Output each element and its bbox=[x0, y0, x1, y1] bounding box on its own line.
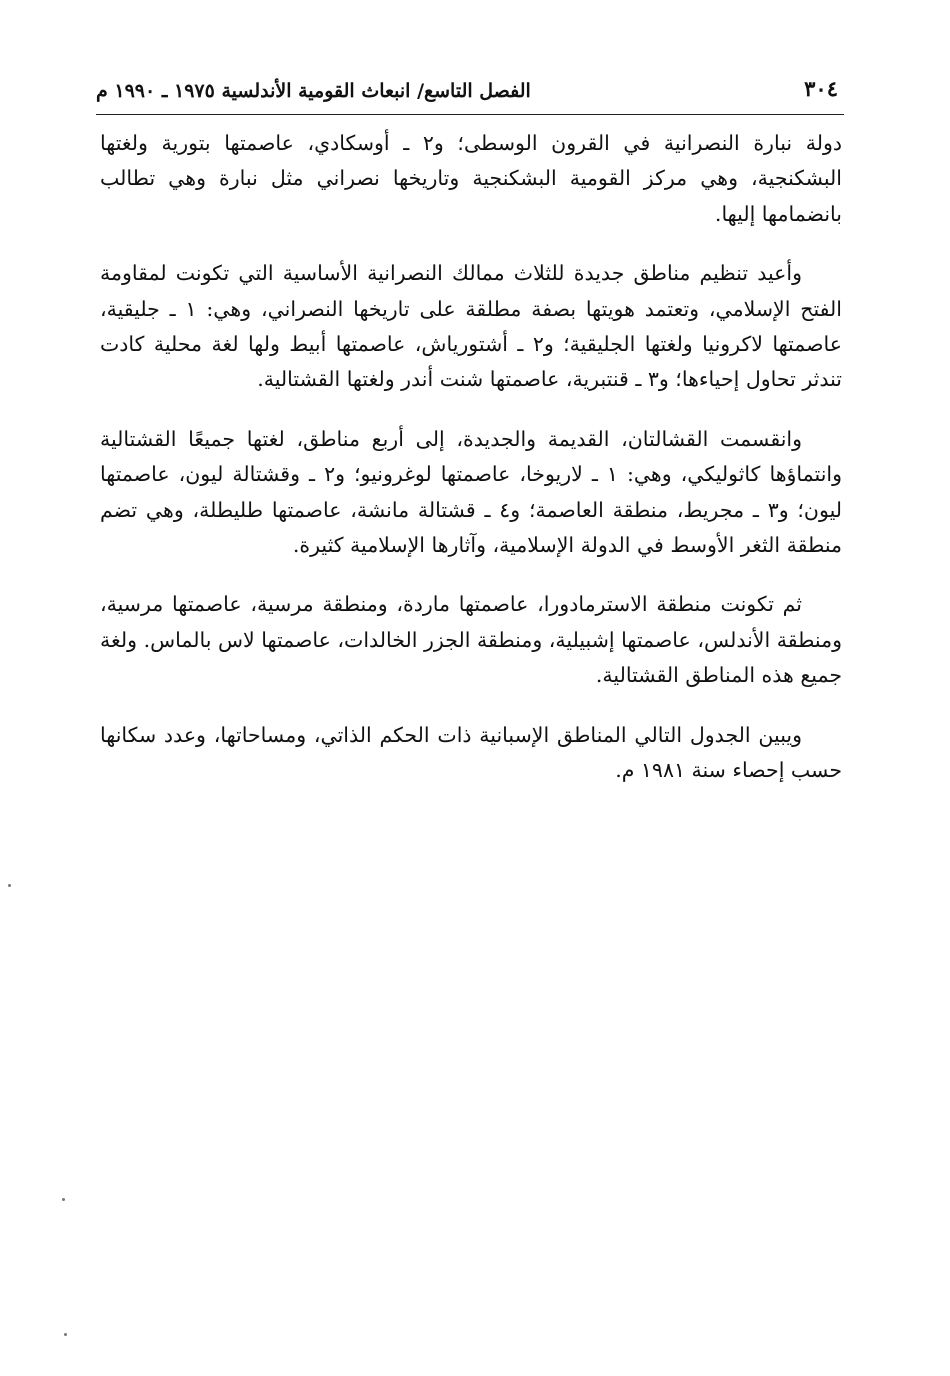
paragraph-northern-kingdoms: وأعيد تنظيم مناطق جديدة للثلاث ممالك النصرانية الأساسية التي تكونت لمقاومة الفتح الإسلامي، وتعتمد هويتها بصفة مطلقة على تاريخها النصراني، وهي: ١ ـ جليقية، عاصمتها لاكرونيا ولغتها الجليقية؛ و٢ ـ أشتورياش، عاصمتها أبيط ولها لغة محلية كادت تندثر تحاول إحياءها؛ و٣ ـ قنتبرية، عاصمتها شنت أندر ولغتها القشتالية. bbox=[100, 261, 842, 392]
scan-speck bbox=[62, 1198, 65, 1201]
page-header bbox=[96, 74, 844, 108]
header-divider bbox=[96, 114, 844, 115]
paragraph-castiles: وانقسمت القشالتان، القديمة والجديدة، إلى أربع مناطق، لغتها جميعًا القشتالية وانتماؤها كاثوليكي، وهي: ١ ـ لاريوخا، عاصمتها لوغرونيو؛ و٢ ـ وقشتالة ليون، عاصمتها ليون؛ و٣ ـ مجريط، منطقة العاصمة؛ و٤ ـ قشتالة مانشة، عاصمتها طليطلة، وهي تضم منطقة الثغر الأوسط في الدولة الإسلامية، وآثارها الإسلامية كثيرة. bbox=[100, 426, 842, 558]
body-text bbox=[100, 126, 842, 813]
scan-speck bbox=[8, 884, 11, 887]
page-number: ٣٠٤ bbox=[804, 76, 838, 101]
paragraph-southern-regions: ثم تكونت منطقة الاسترمادورا، عاصمتها ماردة، ومنطقة مرسية، عاصمتها مرسية، ومنطقة الأندلس، عاصمتها إشبيلية، ومنطقة الجزر الخالدات، عاصمتها لاس بالماس. ولغة جميع هذه المناطق القشتالية. bbox=[100, 592, 842, 688]
running-title: الفصل التاسع/ انبعاث القومية الأندلسية ١٩٧٥ ـ ١٩٩٠ م bbox=[96, 80, 531, 102]
paragraph-table-intro: ويبين الجدول التالي المناطق الإسبانية ذات الحكم الذاتي، ومساحاتها، وعدد سكانها حسب إحصاء سنة ١٩٨١ م. bbox=[100, 722, 842, 783]
paragraph-continuation: دولة نبارة النصرانية في القرون الوسطى؛ و٢ ـ أوسكادي، عاصمتها بتورية ولغتها البشكنجية، وهي مركز القومية البشكنجية وتاريخها نصراني مثل نبارة وهي تطالب بانضمامها إليها. bbox=[100, 131, 842, 226]
scan-speck bbox=[64, 1333, 67, 1336]
